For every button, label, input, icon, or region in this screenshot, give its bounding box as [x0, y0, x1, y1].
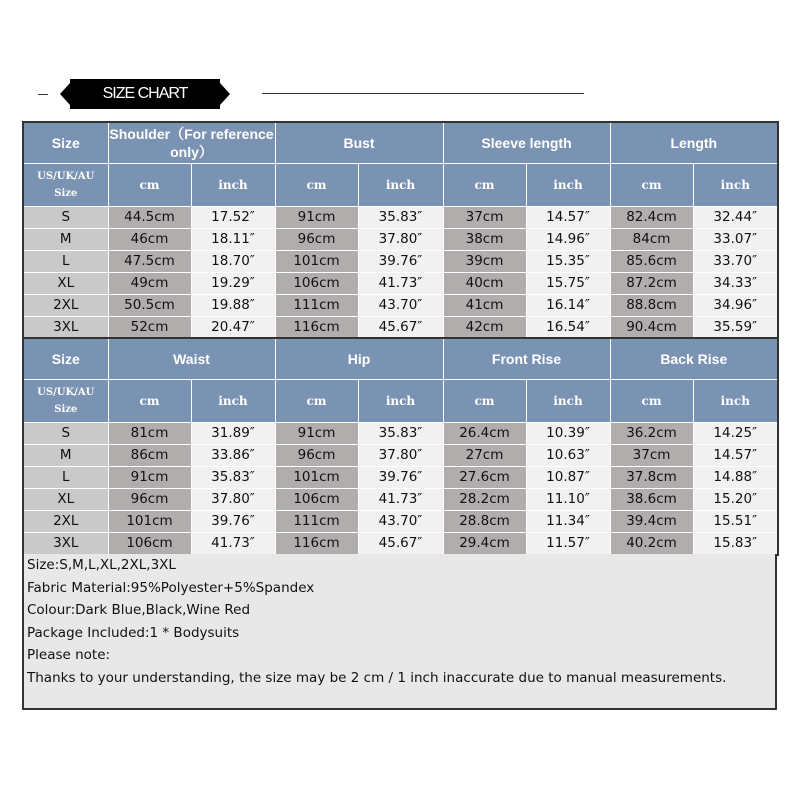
value-cell: 33.07″ [693, 228, 778, 250]
table-row [23, 422, 778, 444]
value-cell: 52cm [108, 316, 191, 339]
table-row [23, 532, 778, 555]
value-cell: 28.2cm [443, 488, 526, 510]
value-cell: 39.4cm [610, 510, 693, 532]
note-line: Package Included:1 * Bodysuits [27, 624, 240, 641]
value-cell: 101cm [108, 510, 191, 532]
value-cell: 101cm [275, 466, 358, 488]
value-cell: 35.83″ [191, 466, 275, 488]
value-cell: 101cm [275, 250, 358, 272]
cm-header: cm [610, 163, 693, 206]
value-cell: 88.8cm [610, 294, 693, 316]
value-cell: 17.52″ [191, 206, 275, 228]
value-cell: 40cm [443, 272, 526, 294]
cm-header: cm [443, 379, 526, 422]
value-cell: 41.73″ [191, 532, 275, 555]
size-cell: S [23, 206, 108, 228]
value-cell: 18.70″ [191, 250, 275, 272]
value-cell: 18.11″ [191, 228, 275, 250]
group-header: Back Rise [610, 338, 778, 379]
table-row [23, 488, 778, 510]
value-cell: 44.5cm [108, 206, 191, 228]
note-line: Thanks to your understanding, the size may be 2 cm / 1 inch inaccurate due to manual measurements. [27, 669, 727, 686]
value-cell: 50.5cm [108, 294, 191, 316]
value-cell: 36.2cm [610, 422, 693, 444]
table-row [23, 466, 778, 488]
value-cell: 45.67″ [358, 532, 443, 555]
size-cell: 3XL [23, 316, 108, 339]
value-cell: 10.39″ [526, 422, 610, 444]
size-cell: L [23, 466, 108, 488]
value-cell: 46cm [108, 228, 191, 250]
size-chart-banner: SIZE CHART [70, 79, 220, 109]
value-cell: 31.89″ [191, 422, 275, 444]
value-cell: 81cm [108, 422, 191, 444]
product-notes [22, 554, 777, 710]
value-cell: 14.88″ [693, 466, 778, 488]
value-cell: 41.73″ [358, 272, 443, 294]
cm-header: cm [610, 379, 693, 422]
value-cell: 87.2cm [610, 272, 693, 294]
table-row [23, 272, 778, 294]
inch-header: inch [526, 163, 610, 206]
value-cell: 33.86″ [191, 444, 275, 466]
value-cell: 111cm [275, 510, 358, 532]
value-cell: 14.57″ [526, 206, 610, 228]
inch-header: inch [191, 379, 275, 422]
value-cell: 37.80″ [358, 228, 443, 250]
size-cell: 2XL [23, 510, 108, 532]
inch-header: inch [693, 163, 778, 206]
value-cell: 10.87″ [526, 466, 610, 488]
value-cell: 106cm [108, 532, 191, 555]
size-table-upper [22, 121, 779, 340]
value-cell: 82.4cm [610, 206, 693, 228]
cm-header: cm [275, 379, 358, 422]
size-cell: M [23, 444, 108, 466]
inch-header: inch [526, 379, 610, 422]
table-row [23, 228, 778, 250]
group-header: Bust [275, 122, 443, 163]
value-cell: 37cm [443, 206, 526, 228]
value-cell: 15.75″ [526, 272, 610, 294]
value-cell: 15.35″ [526, 250, 610, 272]
group-header: Hip [275, 338, 443, 379]
value-cell: 16.54″ [526, 316, 610, 339]
size-cell: 3XL [23, 532, 108, 555]
value-cell: 35.83″ [358, 206, 443, 228]
value-cell: 37cm [610, 444, 693, 466]
value-cell: 14.25″ [693, 422, 778, 444]
inch-header: inch [191, 163, 275, 206]
value-cell: 11.34″ [526, 510, 610, 532]
value-cell: 41.73″ [358, 488, 443, 510]
cm-header: cm [108, 379, 191, 422]
value-cell: 14.96″ [526, 228, 610, 250]
value-cell: 11.57″ [526, 532, 610, 555]
note-line: Please note: [27, 647, 111, 663]
group-header: Front Rise [443, 338, 610, 379]
size-table-lower [22, 337, 779, 556]
size-cell: M [23, 228, 108, 250]
note-line: Fabric Material:95%Polyester+5%Spandex [27, 579, 315, 596]
value-cell: 43.70″ [358, 294, 443, 316]
inch-header: inch [358, 379, 443, 422]
value-cell: 20.47″ [191, 316, 275, 339]
value-cell: 27.6cm [443, 466, 526, 488]
value-cell: 45.67″ [358, 316, 443, 339]
value-cell: 49cm [108, 272, 191, 294]
value-cell: 111cm [275, 294, 358, 316]
value-cell: 84cm [610, 228, 693, 250]
value-cell: 116cm [275, 532, 358, 555]
value-cell: 11.10″ [526, 488, 610, 510]
value-cell: 35.59″ [693, 316, 778, 339]
value-cell: 33.70″ [693, 250, 778, 272]
value-cell: 91cm [275, 422, 358, 444]
value-cell: 43.70″ [358, 510, 443, 532]
region-size-header: US/UK/AU Size [23, 163, 108, 206]
value-cell: 34.96″ [693, 294, 778, 316]
value-cell: 38cm [443, 228, 526, 250]
group-header: Sleeve length [443, 122, 610, 163]
table-row [23, 510, 778, 532]
size-cell: XL [23, 488, 108, 510]
cm-header: cm [443, 163, 526, 206]
cm-header: cm [275, 163, 358, 206]
table-row [23, 250, 778, 272]
value-cell: 28.8cm [443, 510, 526, 532]
value-cell: 19.88″ [191, 294, 275, 316]
inch-header: inch [358, 163, 443, 206]
value-cell: 39.76″ [191, 510, 275, 532]
value-cell: 29.4cm [443, 532, 526, 555]
decorative-dash [38, 94, 48, 95]
decorative-rule [262, 93, 584, 94]
value-cell: 15.51″ [693, 510, 778, 532]
size-cell: S [23, 422, 108, 444]
value-cell: 85.6cm [610, 250, 693, 272]
value-cell: 86cm [108, 444, 191, 466]
value-cell: 35.83″ [358, 422, 443, 444]
cm-header: cm [108, 163, 191, 206]
value-cell: 34.33″ [693, 272, 778, 294]
value-cell: 39.76″ [358, 466, 443, 488]
value-cell: 90.4cm [610, 316, 693, 339]
value-cell: 96cm [275, 444, 358, 466]
value-cell: 16.14″ [526, 294, 610, 316]
value-cell: 106cm [275, 272, 358, 294]
value-cell: 37.8cm [610, 466, 693, 488]
size-cell: XL [23, 272, 108, 294]
value-cell: 91cm [108, 466, 191, 488]
group-header: Length [610, 122, 778, 163]
table-row [23, 316, 778, 339]
value-cell: 96cm [108, 488, 191, 510]
value-cell: 27cm [443, 444, 526, 466]
value-cell: 47.5cm [108, 250, 191, 272]
value-cell: 32.44″ [693, 206, 778, 228]
size-cell: L [23, 250, 108, 272]
value-cell: 42cm [443, 316, 526, 339]
value-cell: 14.57″ [693, 444, 778, 466]
value-cell: 15.83″ [693, 532, 778, 555]
table-row [23, 444, 778, 466]
note-line: Colour:Dark Blue,Black,Wine Red [27, 602, 251, 618]
value-cell: 10.63″ [526, 444, 610, 466]
table-row [23, 294, 778, 316]
value-cell: 39.76″ [358, 250, 443, 272]
value-cell: 39cm [443, 250, 526, 272]
value-cell: 41cm [443, 294, 526, 316]
value-cell: 15.20″ [693, 488, 778, 510]
value-cell: 37.80″ [191, 488, 275, 510]
value-cell: 106cm [275, 488, 358, 510]
value-cell: 40.2cm [610, 532, 693, 555]
size-header: Size [23, 338, 108, 379]
value-cell: 116cm [275, 316, 358, 339]
value-cell: 38.6cm [610, 488, 693, 510]
value-cell: 26.4cm [443, 422, 526, 444]
size-cell: 2XL [23, 294, 108, 316]
region-size-header: US/UK/AU Size [23, 379, 108, 422]
group-header: Shoulder（For reference only） [108, 122, 275, 163]
value-cell: 19.29″ [191, 272, 275, 294]
value-cell: 37.80″ [358, 444, 443, 466]
note-line: Size:S,M,L,XL,2XL,3XL [27, 557, 176, 573]
group-header: Waist [108, 338, 275, 379]
inch-header: inch [693, 379, 778, 422]
value-cell: 96cm [275, 228, 358, 250]
value-cell: 91cm [275, 206, 358, 228]
size-header: Size [23, 122, 108, 163]
table-row [23, 206, 778, 228]
